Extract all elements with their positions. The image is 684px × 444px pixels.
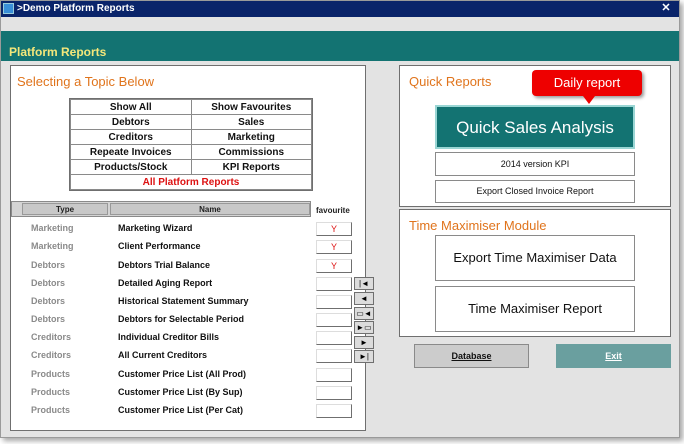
topics-title: Selecting a Topic Below: [17, 74, 155, 89]
favourite-field[interactable]: Y: [316, 222, 352, 236]
new-record-before-icon[interactable]: ▭◄: [354, 307, 374, 320]
row-name: Customer Price List (By Sup): [118, 387, 243, 397]
topic-creditors[interactable]: Creditors: [71, 130, 192, 145]
row-name: Individual Creditor Bills: [118, 332, 220, 342]
row-type: Debtors: [31, 278, 66, 288]
table-row[interactable]: [11, 293, 356, 311]
title-bar: [1, 1, 679, 17]
topic-show-favourites[interactable]: Show Favourites: [191, 100, 312, 115]
header-banner: [1, 31, 679, 61]
table-row[interactable]: [11, 329, 356, 347]
topic-all-platform-reports[interactable]: All Platform Reports: [71, 175, 312, 190]
favourite-field[interactable]: [316, 277, 352, 291]
row-name: Customer Price List (Per Cat): [118, 405, 244, 415]
daily-report-callout: Daily report: [532, 70, 642, 96]
table-row[interactable]: [11, 257, 356, 275]
column-header-type[interactable]: Type: [22, 203, 108, 215]
previous-record-icon[interactable]: ◄: [354, 292, 374, 305]
row-name: Debtors Trial Balance: [118, 260, 211, 270]
menu-bar: [1, 17, 679, 31]
favourite-field[interactable]: [316, 349, 352, 363]
favourite-field[interactable]: [316, 404, 352, 418]
app-icon: [3, 3, 14, 14]
time-maximiser-report-button[interactable]: Time Maximiser Report: [435, 286, 635, 332]
table-row[interactable]: [11, 366, 356, 384]
topic-filter-grid: [69, 98, 313, 191]
table-row[interactable]: [11, 384, 356, 402]
row-type: Products: [31, 387, 71, 397]
grid-header: [11, 201, 311, 217]
row-type: Debtors: [31, 314, 66, 324]
time-maximiser-title: Time Maximiser Module: [409, 218, 547, 233]
row-type: Creditors: [31, 332, 72, 342]
row-type: Creditors: [31, 350, 72, 360]
favourite-field[interactable]: [316, 331, 352, 345]
topic-marketing[interactable]: Marketing: [191, 130, 312, 145]
quick-reports-title: Quick Reports: [409, 74, 492, 89]
row-name: All Current Creditors: [118, 350, 208, 360]
row-name: Debtors for Selectable Period: [118, 314, 245, 324]
next-record-icon[interactable]: ►: [354, 336, 374, 349]
table-row[interactable]: [11, 402, 356, 420]
export-closed-invoice-button[interactable]: Export Closed Invoice Report: [435, 180, 635, 203]
row-type: Marketing: [31, 241, 74, 251]
database-button[interactable]: Database: [414, 344, 529, 368]
favourite-field[interactable]: [316, 368, 352, 382]
last-record-icon[interactable]: ►|: [354, 350, 374, 363]
table-row[interactable]: [11, 347, 356, 365]
row-type: Products: [31, 369, 71, 379]
row-name: Client Performance: [118, 241, 201, 251]
favourite-field[interactable]: Y: [316, 240, 352, 254]
table-row[interactable]: [11, 238, 356, 256]
topic-products-stock[interactable]: Products/Stock: [71, 160, 192, 175]
table-row[interactable]: [11, 220, 356, 238]
row-type: Debtors: [31, 296, 66, 306]
callout-pointer: [583, 96, 595, 104]
first-record-icon[interactable]: |◄: [354, 277, 374, 290]
row-type: Marketing: [31, 223, 74, 233]
close-icon[interactable]: ✕: [661, 2, 671, 14]
favourite-field[interactable]: [316, 295, 352, 309]
row-name: Customer Price List (All Prod): [118, 369, 247, 379]
kpi-2014-button[interactable]: 2014 version KPI: [435, 152, 635, 176]
topic-sales[interactable]: Sales: [191, 115, 312, 130]
topic-repeate-invoices[interactable]: Repeate Invoices: [71, 145, 192, 160]
row-name: Marketing Wizard: [118, 223, 193, 233]
column-header-name[interactable]: Name: [110, 203, 310, 215]
table-row[interactable]: [11, 311, 356, 329]
new-record-after-icon[interactable]: ►▭: [354, 321, 374, 334]
row-type: Debtors: [31, 260, 66, 270]
topic-debtors[interactable]: Debtors: [71, 115, 192, 130]
row-name: Detailed Aging Report: [118, 278, 213, 288]
window-title: >Demo Platform Reports: [17, 3, 135, 14]
favourite-field[interactable]: [316, 313, 352, 327]
favourite-field[interactable]: [316, 386, 352, 400]
topic-kpi-reports[interactable]: KPI Reports: [191, 160, 312, 175]
quick-sales-analysis-button[interactable]: Quick Sales Analysis: [435, 105, 635, 149]
table-row[interactable]: [11, 275, 356, 293]
export-time-maximiser-button[interactable]: Export Time Maximiser Data: [435, 235, 635, 281]
column-header-favourite[interactable]: favourite: [316, 206, 350, 215]
topic-show-all[interactable]: Show All: [71, 100, 192, 115]
exit-button[interactable]: Exit: [556, 344, 671, 368]
topic-commissions[interactable]: Commissions: [191, 145, 312, 160]
favourite-field[interactable]: Y: [316, 259, 352, 273]
row-type: Products: [31, 405, 71, 415]
row-name: Historical Statement Summary: [118, 296, 249, 306]
page-title: Platform Reports: [9, 45, 107, 59]
